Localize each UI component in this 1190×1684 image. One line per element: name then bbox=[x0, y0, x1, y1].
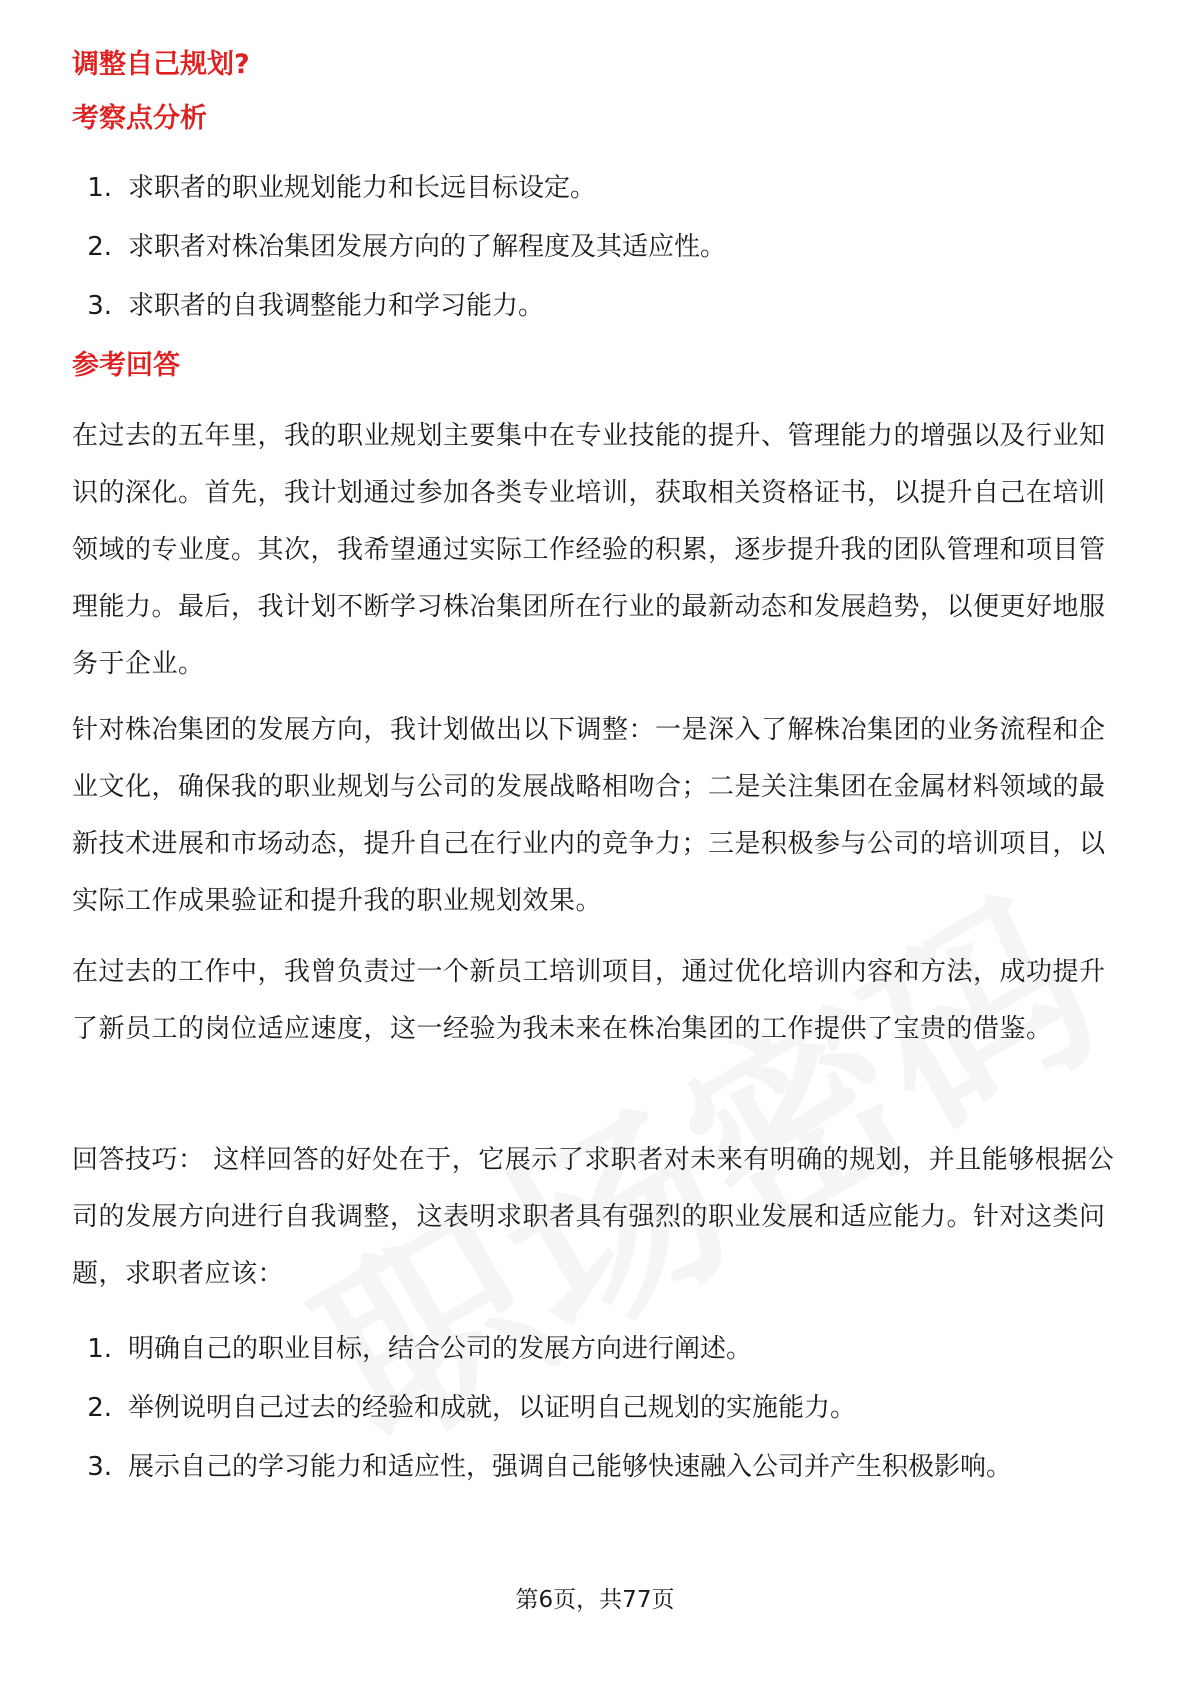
list-item bbox=[72, 1379, 1012, 1438]
list-item bbox=[72, 159, 726, 218]
list-number: 3. bbox=[87, 1452, 112, 1482]
list-number: 1. bbox=[87, 173, 112, 203]
answer-paragraph: 在过去的五年里，我的职业规划主要集中在专业技能的提升、管理能力的增强以及行业知识的深化。首先，我计划通过参加各类专业培训，获取相关资格证书，以提升自己在培训领域的专业度。其次，我希望通过实际工作经验的积累，逐步提升我的团队管理和项目管理能力。最后，我计划不断学习株冶集团所在行业的最新动态和发展趋势，以便更好地服务于企业。 bbox=[72, 421, 1106, 679]
tips-list bbox=[72, 1320, 1012, 1497]
list-item bbox=[72, 277, 726, 336]
analysis-list bbox=[72, 159, 726, 336]
tips-paragraph: 回答技巧： 这样回答的好处在于，它展示了求职者对未来有明确的规划，并且能够根据公司的发展方向进行自我调整，这表明求职者具有强烈的职业发展和适应能力。针对这类问题，求职者应该： bbox=[72, 1145, 1115, 1289]
list-text: 明确自己的职业目标，结合公司的发展方向进行阐述。 bbox=[128, 1334, 753, 1364]
list-text: 举例说明自己过去的经验和成就，以证明自己规划的实施能力。 bbox=[128, 1393, 857, 1423]
answer-paragraph: 在过去的工作中，我曾负责过一个新员工培训项目，通过优化培训内容和方法，成功提升了新员工的岗位适应速度，这一经验为我未来在株冶集团的工作提供了宝贵的借鉴。 bbox=[72, 957, 1106, 1044]
list-number: 2. bbox=[87, 232, 112, 262]
list-item bbox=[72, 1438, 1012, 1497]
list-number: 2. bbox=[87, 1393, 112, 1423]
list-text: 求职者对株冶集团发展方向的了解程度及其适应性。 bbox=[128, 232, 727, 262]
answer-heading: 参考回答 bbox=[72, 350, 180, 381]
answer-paragraph: 针对株冶集团的发展方向，我计划做出以下调整：一是深入了解株冶集团的业务流程和企业文化，确保我的职业规划与公司的发展战略相吻合；二是关注集团在金属材料领域的最新技术进展和市场动态，提升自己在行业内的竞争力；三是积极参与公司的培训项目，以实际工作成果验证和提升我的职业规划效果。 bbox=[72, 715, 1106, 916]
list-number: 3. bbox=[87, 291, 112, 321]
analysis-heading: 考察点分析 bbox=[72, 103, 207, 134]
list-text: 求职者的职业规划能力和长远目标设定。 bbox=[128, 173, 597, 203]
page-number: 第6页，共77页 bbox=[515, 1587, 675, 1613]
question-heading: 调整自己规划? bbox=[72, 49, 250, 80]
list-text: 展示自己的学习能力和适应性，强调自己能够快速融入公司并产生积极影响。 bbox=[128, 1452, 1013, 1482]
list-text: 求职者的自我调整能力和学习能力。 bbox=[128, 291, 545, 321]
list-number: 1. bbox=[87, 1334, 112, 1364]
list-item bbox=[72, 1320, 1012, 1379]
list-item bbox=[72, 218, 726, 277]
